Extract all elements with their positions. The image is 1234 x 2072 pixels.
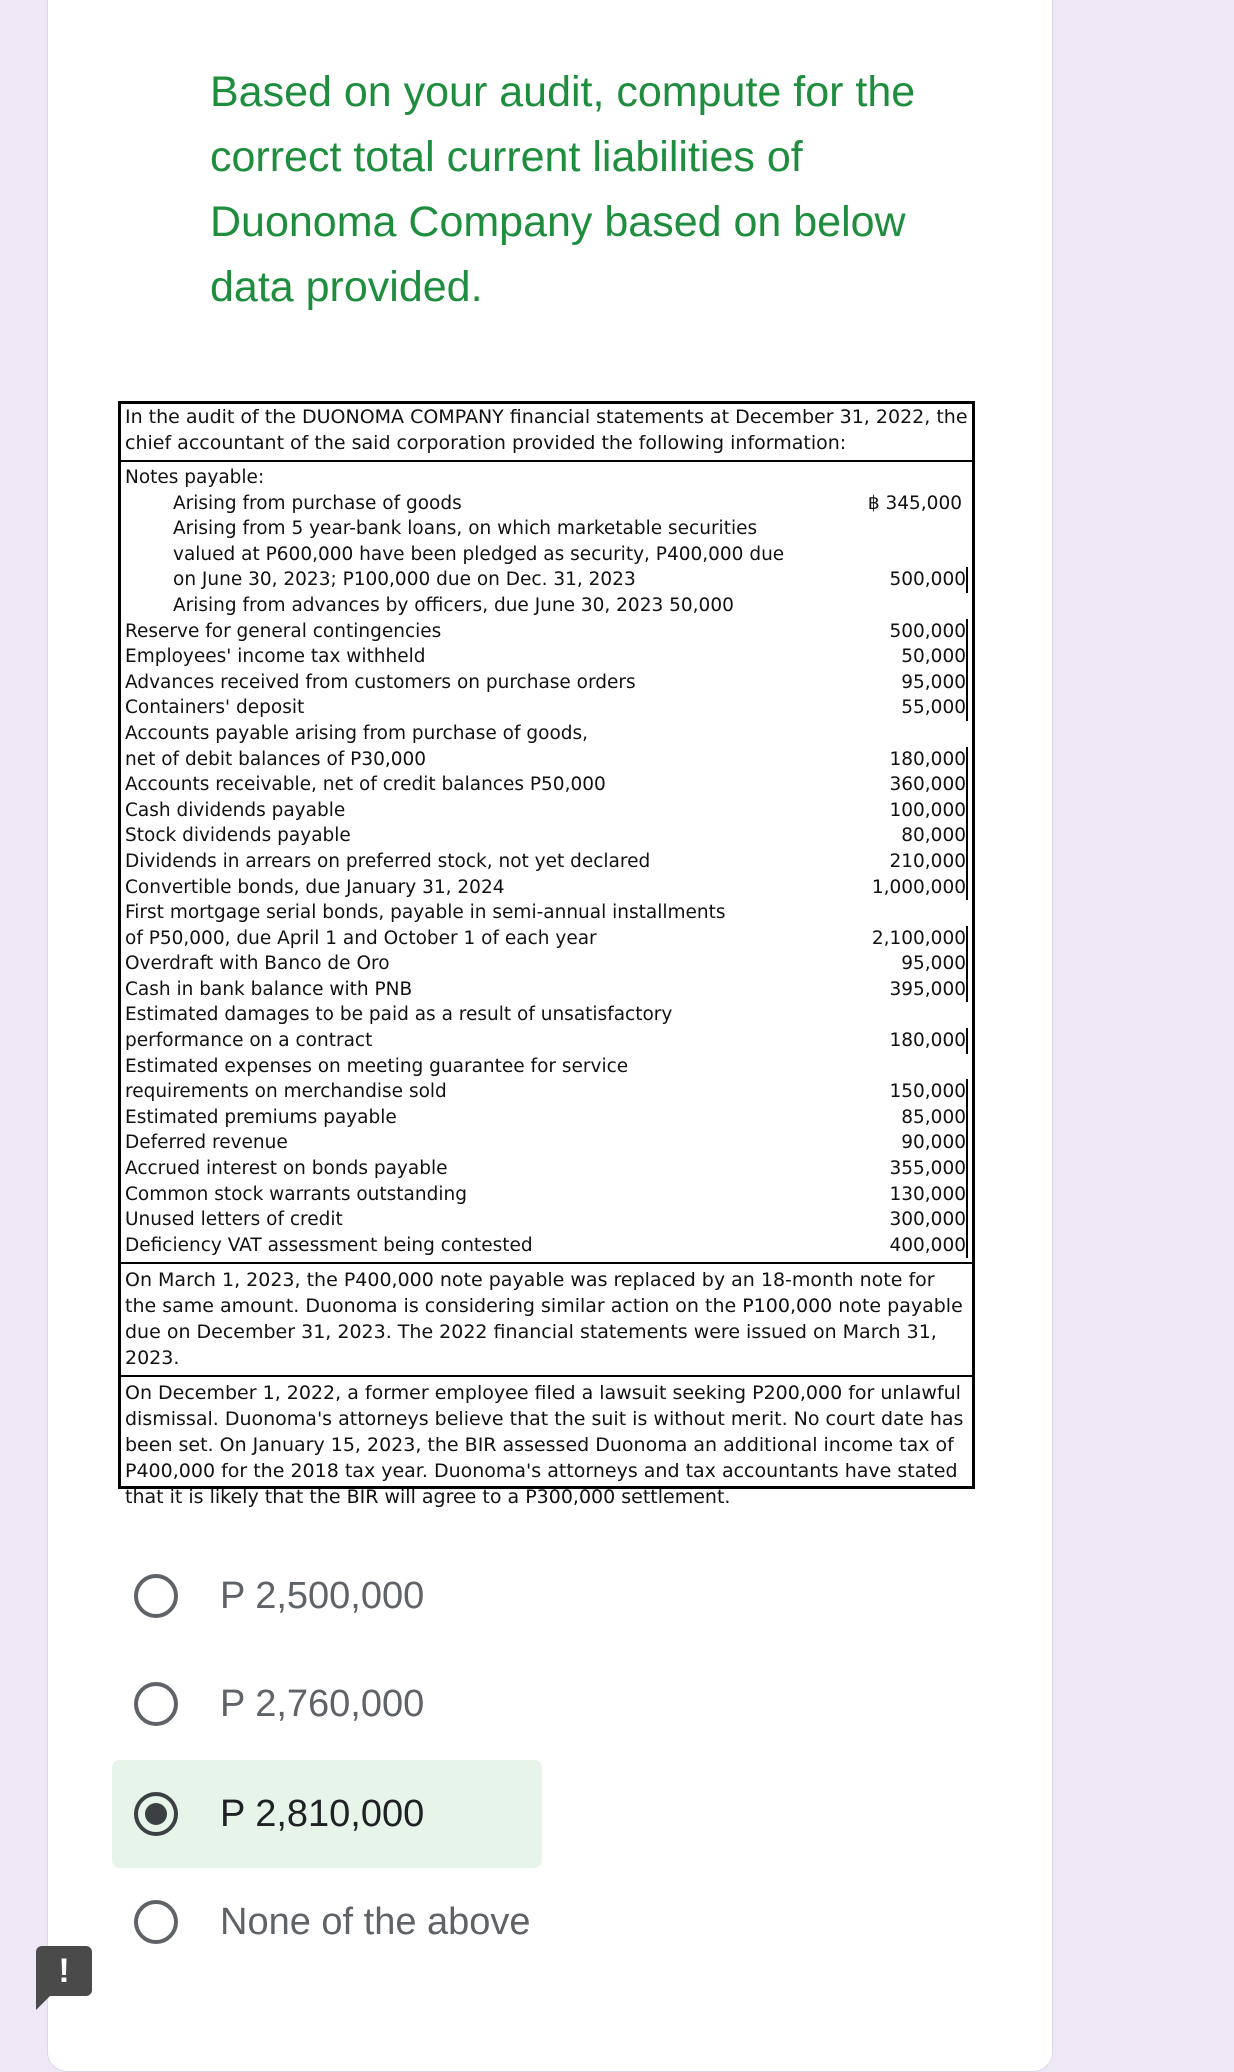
row-amount: 360,000	[836, 772, 968, 798]
doc-row	[125, 619, 968, 645]
option-1[interactable]	[112, 1542, 542, 1650]
row-label: Estimated expenses on meeting guarantee for service	[125, 1055, 629, 1077]
row-label: Deferred revenue	[125, 1132, 288, 1154]
doc-row	[125, 1207, 968, 1233]
row-label: First mortgage serial bonds, payable in semi-annual installments	[125, 902, 726, 924]
row-amount: 150,000	[836, 1079, 968, 1105]
doc-row	[125, 849, 968, 875]
row-amount: ฿ 345,000	[867, 492, 962, 514]
row-label: requirements on merchandise sold	[125, 1081, 447, 1103]
option-label: P 2,500,000	[220, 1574, 425, 1617]
row-label: on June 30, 2023; P100,000 due on Dec. 31, 2023	[173, 569, 636, 591]
row-label: performance on a contract	[125, 1030, 373, 1052]
row-label: Cash in bank balance with PNB	[125, 978, 413, 1000]
doc-row	[125, 926, 968, 952]
row-amount: 400,000	[836, 1233, 968, 1259]
row-amount: 85,000	[836, 1105, 968, 1131]
row-amount: 395,000	[836, 977, 968, 1003]
doc-row	[125, 900, 968, 926]
row-label: Common stock warrants outstanding	[125, 1183, 467, 1205]
row-amount: 355,000	[836, 1156, 968, 1182]
row-label: Reserve for general contingencies	[125, 620, 442, 642]
doc-row	[125, 644, 968, 670]
row-label: Estimated premiums payable	[125, 1106, 397, 1128]
row-amount: 80,000	[836, 823, 968, 849]
radio-button-icon[interactable]	[134, 1900, 178, 1944]
doc-intro: In the audit of the DUONOMA COMPANY financial statements at December 31, 2022, the chief accountant of the said corporation provided the following information:	[125, 406, 968, 454]
doc-row	[125, 747, 968, 773]
row-amount: 180,000	[836, 747, 968, 773]
row-amount: 95,000	[836, 951, 968, 977]
doc-divider	[121, 1375, 972, 1377]
row-amount: 1,000,000	[836, 875, 968, 901]
row-label: of P50,000, due April 1 and October 1 of each year	[125, 927, 597, 949]
row-label: Deficiency VAT assessment being contested	[125, 1234, 533, 1256]
radio-button-icon[interactable]	[134, 1574, 178, 1618]
row-amount: 180,000	[836, 1028, 968, 1054]
doc-row	[125, 542, 968, 568]
row-label: Accrued interest on bonds payable	[125, 1158, 448, 1180]
row-amount: 100,000	[836, 798, 968, 824]
row-label: Accounts receivable, net of credit balances P50,000	[125, 774, 606, 796]
doc-row	[125, 977, 968, 1003]
row-amount: 210,000	[836, 849, 968, 875]
row-label: Stock dividends payable	[125, 825, 351, 847]
option-label: P 2,760,000	[220, 1682, 425, 1725]
doc-paragraph-1: On March 1, 2023, the P400,000 note payable was replaced by an 18-month note for the same amount. Duonoma is considering similar action on the P100,000 note payable due on December 31, 2023. The 2022 financial statements were issued on March 31, 2023.	[125, 1269, 963, 1370]
question-title: Based on your audit, compute for the correct total current liabilities of Duonoma Company based on below data provided.	[210, 68, 916, 311]
doc-row	[125, 1054, 968, 1080]
option-3[interactable]	[112, 1760, 542, 1868]
notes-heading: Notes payable:	[125, 467, 265, 488]
row-amount: 95,000	[836, 670, 968, 696]
row-label: Dividends in arrears on preferred stock, not yet declared	[125, 850, 651, 872]
row-amount: 130,000	[836, 1182, 968, 1208]
option-4[interactable]	[112, 1868, 542, 1976]
row-amount: 500,000	[836, 619, 968, 645]
doc-row	[125, 1182, 968, 1208]
problem-image	[118, 401, 975, 1509]
notes-list	[125, 491, 968, 619]
doc-row	[125, 1233, 968, 1259]
row-label: Convertible bonds, due January 31, 2024	[125, 876, 505, 898]
doc-row	[125, 1028, 968, 1054]
doc-paragraph-2: On December 1, 2022, a former employee filed a lawsuit seeking P200,000 for unlawful dismissal. Duonoma's attorneys believe that the suit is without merit. No court date has been set. On January 15, 2023, the BIR assessed Duonoma an additional income tax of P400,000 for the 2018 tax year. Duonoma's attorneys and tax accountants have stated that it is likely that the BIR will agree to a P300,000 settlement.	[125, 1382, 964, 1509]
doc-divider	[121, 460, 972, 462]
option-label: P 2,810,000	[220, 1792, 425, 1835]
liability-items-list	[125, 619, 968, 1259]
row-label: Arising from purchase of goods	[173, 492, 462, 514]
doc-row	[125, 951, 968, 977]
row-label: Cash dividends payable	[125, 799, 346, 821]
doc-row	[125, 1156, 968, 1182]
notes-heading-row	[125, 465, 968, 491]
option-2[interactable]	[112, 1650, 542, 1758]
radio-button-icon[interactable]	[134, 1682, 178, 1726]
doc-row	[125, 695, 968, 721]
option-label: None of the above	[220, 1900, 531, 1943]
row-label: net of debit balances of P30,000	[125, 748, 427, 770]
doc-row	[125, 491, 968, 517]
report-issue-icon[interactable]: !	[36, 1946, 92, 1996]
row-amount: 500,000	[836, 567, 968, 593]
doc-row	[125, 721, 968, 747]
doc-row	[125, 798, 968, 824]
row-label: Accounts payable arising from purchase of goods,	[125, 722, 589, 744]
doc-row	[125, 823, 968, 849]
row-label: valued at P600,000 have been pledged as security, P400,000 due	[173, 543, 785, 565]
doc-row	[125, 772, 968, 798]
doc-row	[125, 1002, 968, 1028]
doc-row	[125, 1079, 968, 1105]
row-label: Overdraft with Banco de Oro	[125, 953, 390, 975]
doc-row	[125, 670, 968, 696]
row-amount: 2,100,000	[836, 926, 968, 952]
row-label: Employees' income tax withheld	[125, 646, 426, 668]
row-label: Unused letters of credit	[125, 1209, 343, 1231]
doc-row	[125, 1130, 968, 1156]
row-amount: 55,000	[836, 695, 968, 721]
row-label: Arising from advances by officers, due June 30, 2023 50,000	[173, 594, 734, 616]
doc-row	[125, 567, 968, 593]
doc-row	[125, 516, 968, 542]
row-amount: 300,000	[836, 1207, 968, 1233]
doc-divider	[121, 1262, 972, 1264]
row-label: Arising from 5 year-bank loans, on which marketable securities	[173, 518, 758, 540]
doc-row	[125, 1105, 968, 1131]
radio-button-checked-icon[interactable]	[134, 1792, 178, 1836]
doc-row	[125, 593, 968, 619]
row-label: Estimated damages to be paid as a result of unsatisfactory	[125, 1004, 673, 1026]
row-label: Containers' deposit	[125, 697, 305, 719]
doc-row	[125, 875, 968, 901]
row-amount: 90,000	[836, 1130, 968, 1156]
row-amount: 50,000	[836, 644, 968, 670]
row-label: Advances received from customers on purchase orders	[125, 671, 636, 693]
